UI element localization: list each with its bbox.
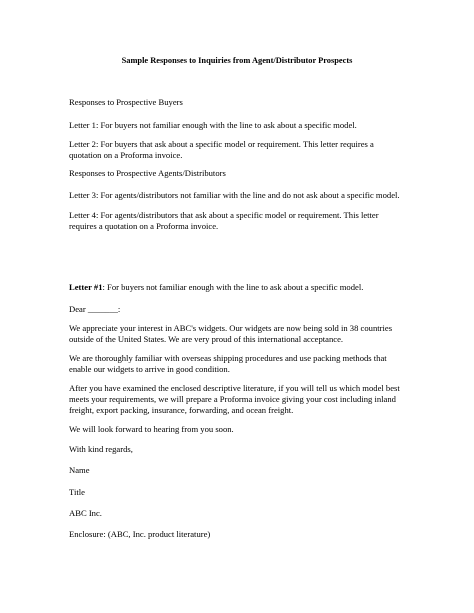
buyers-heading: Responses to Prospective Buyers [69,97,183,107]
toc-letter-2-line-1: Letter 2: For buyers that ask about a specific model or requirement. This letter requires a [69,139,374,149]
toc-letter-2-line-2: quotation on a Proforma invoice. [69,150,183,160]
toc-letter-4-line-1: Letter 4: For agents/distributors that ask about a specific model or requirement. This letter [69,210,379,220]
letter-1-heading [69,282,363,293]
letter-1-heading-label: Letter #1 [69,282,103,292]
toc-letter-4-line-2: requires a quotation on a Proforma invoice. [69,221,219,231]
paragraph-3-line-1: After you have examined the enclosed descriptive literature, if you will tell us which model best [69,383,400,393]
paragraph-2-line-1: We are thoroughly familiar with overseas shipping procedures and use packing methods that [69,353,387,363]
toc-letter-1: Letter 1: For buyers not familiar enough with the line to ask about a specific model. [69,120,357,130]
agents-heading: Responses to Prospective Agents/Distributors [69,168,226,178]
enclosure-line: Enclosure: (ABC, Inc. product literature) [69,529,211,539]
paragraph-2-line-2: enable our widgets to arrive in good condition. [69,364,230,374]
letter-1-heading-text: : For buyers not familiar enough with the line to ask about a specific model. [102,282,364,292]
paragraph-3-line-2: meets your requirements, we will prepare a Proforma invoice giving your cost including inland [69,394,396,404]
document-title: Sample Responses to Inquiries from Agent/Distributor Prospects [121,56,353,65]
toc-letter-3: Letter 3: For agents/distributors not familiar with the line and do not ask about a specific model. [69,190,400,200]
paragraph-4: We will look forward to hearing from you soon. [69,424,234,434]
paragraph-1-line-1: We appreciate your interest in ABC's widgets. Our widgets are now being sold in 38 countries [69,323,393,333]
closing: With kind regards, [69,444,133,454]
paragraph-1-line-2: outside of the United States. We are very proud of this international acceptance. [69,334,344,344]
company-name: ABC Inc. [69,508,102,518]
salutation: Dear _______: [69,304,121,314]
signature-title: Title [69,487,85,497]
signature-name: Name [69,465,90,475]
paragraph-3-line-3: freight, export packing, insurance, forwarding, and ocean freight. [69,405,294,415]
